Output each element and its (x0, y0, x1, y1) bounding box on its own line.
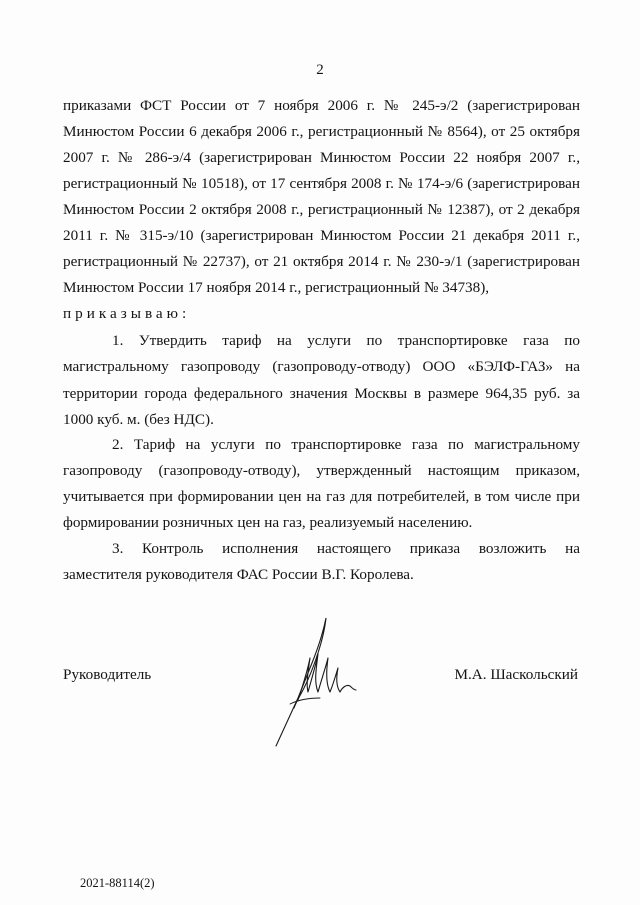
handwritten-signature (268, 608, 368, 748)
signatory-name: М.А. Шаскольский (454, 666, 578, 683)
order-word: приказываю: (63, 305, 191, 322)
item-1-line: территории города федерального значения Москвы в размере 964,35 руб. за (63, 385, 580, 402)
item-2-line: 2. Тариф на услуги по транспортировке газа по магистральному (112, 436, 580, 453)
body-line: Минюстом России 6 декабря 2006 г., регистрационный № 8564), от 25 октября (63, 123, 580, 140)
document-code: 2021-88114(2) (80, 876, 155, 890)
item-1-line: 1000 куб. м. (без НДС). (63, 411, 214, 428)
item-2-line: газопроводу (газопроводу-отводу), утвержденный настоящим приказом, (63, 462, 580, 479)
body-line: регистрационный № 22737), от 21 октября 2014 г. № 230-э/1 (зарегистрирован (63, 253, 580, 270)
body-line: Минюстом России 17 ноября 2014 г., регистрационный № 34738), (63, 279, 490, 296)
item-2-line: учитывается при формировании цен на газ для потребителей, в том числе при (63, 488, 580, 505)
body-line: приказами ФСТ России от 7 ноября 2006 г. № 245-э/2 (зарегистрирован (63, 97, 580, 114)
page-number: 2 (316, 62, 324, 78)
signatory-title: Руководитель (63, 666, 152, 683)
item-1-line: магистральному газопроводу (газопроводу-отводу) ООО «БЭЛФ-ГАЗ» на (63, 358, 580, 375)
body-line: 2011 г. № 315-э/10 (зарегистрирован Минюстом России 21 декабря 2011 г., (63, 227, 580, 244)
item-3-line: 3. Контроль исполнения настоящего приказа возложить на (112, 540, 580, 557)
body-line: регистрационный № 10518), от 17 сентября 2008 г. № 174-э/6 (зарегистрирован (63, 175, 580, 192)
body-line: 2007 г. № 286-э/4 (зарегистрирован Минюстом России 22 ноября 2007 г., (63, 149, 580, 166)
item-3-line: заместителя руководителя ФАС России В.Г. Королева. (63, 566, 414, 583)
body-line: Минюстом России 2 октября 2008 г., регистрационный № 12387), от 2 декабря (63, 201, 580, 218)
item-1-line: 1. Утвердить тариф на услуги по транспортировке газа по (112, 332, 580, 349)
item-2-line: формировании розничных цен на газ, реализуемый населению. (63, 514, 473, 531)
